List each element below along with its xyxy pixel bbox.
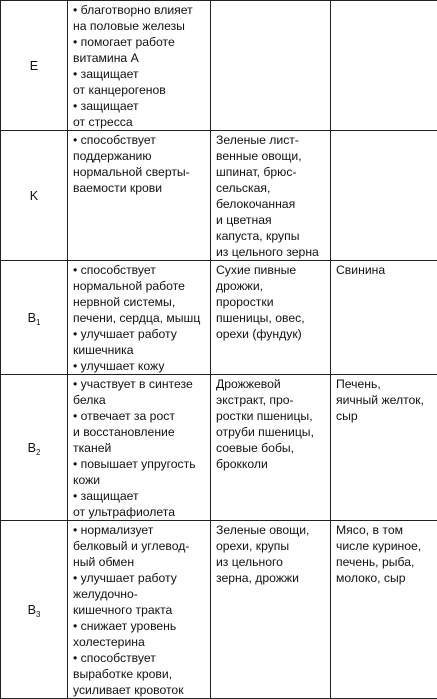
animal-source-line: числе куриное, xyxy=(336,538,433,554)
animal-source-line: печень, рыба, xyxy=(336,554,433,570)
plant-source-line: из цельного xyxy=(216,554,326,570)
effect-line: ный обмен xyxy=(73,554,206,570)
vitamin-letter: E xyxy=(30,59,38,73)
effects-cell xyxy=(68,375,211,521)
effect-line: на половые железы xyxy=(73,18,206,34)
animal-sources-cell xyxy=(331,521,437,699)
plant-source-line: Сухие пивные xyxy=(216,262,326,278)
effect-line: поддержанию xyxy=(73,148,206,164)
effect-line: • помогает работе xyxy=(73,34,206,50)
effect-line: желудочно- xyxy=(73,586,206,602)
plant-sources-cell xyxy=(211,521,331,699)
effect-line: от ультрафиолета xyxy=(73,504,206,520)
animal-source-line: молоко, сыр xyxy=(336,570,433,586)
table-row xyxy=(1,261,437,375)
animal-source-line: Мясо, в том xyxy=(336,522,433,538)
effect-line: выработке крови, xyxy=(73,666,206,682)
plant-source-line: Дрожжевой xyxy=(216,376,326,392)
effect-line: • снижает уровень xyxy=(73,618,206,634)
effect-line: кожи xyxy=(73,472,206,488)
effect-line: витамина А xyxy=(73,50,206,66)
effect-line: • улучшает работу xyxy=(73,326,206,342)
vitamin-letter: B xyxy=(28,441,36,455)
effect-line: • нормализует xyxy=(73,522,206,538)
plant-source-line: Зеленые лист- xyxy=(216,132,326,148)
effect-line: белка xyxy=(73,392,206,408)
effect-line: печени, сердца, мышц xyxy=(73,310,206,326)
vitamin-name-cell xyxy=(1,131,68,261)
plant-source-line: капуста, крупы xyxy=(216,228,326,244)
effect-line: нормальной работе xyxy=(73,278,206,294)
plant-source-line: экстракт, про- xyxy=(216,392,326,408)
animal-sources-cell xyxy=(331,261,437,375)
plant-source-line: шпинат, брюс- xyxy=(216,164,326,180)
effects-cell xyxy=(68,261,211,375)
vitamin-name-cell xyxy=(1,375,68,521)
plant-source-line: отруби пшеницы, xyxy=(216,424,326,440)
vitamin-letter: B xyxy=(28,603,36,617)
vitamins-table-body xyxy=(1,1,437,699)
effect-line: • защищает xyxy=(73,98,206,114)
plant-source-line: брокколи xyxy=(216,456,326,472)
vitamin-subscript: 2 xyxy=(36,448,40,457)
effects-cell xyxy=(68,521,211,699)
effect-line: усиливает кровоток xyxy=(73,682,206,698)
effect-line: тканей xyxy=(73,440,206,456)
vitamin-subscript: 3 xyxy=(36,610,40,619)
vitamin-name-cell xyxy=(1,261,68,375)
effect-line: и восстановление xyxy=(73,424,206,440)
animal-source-line: сыр xyxy=(336,408,433,424)
effect-line: • способствует xyxy=(73,650,206,666)
plant-source-line: венные овощи, xyxy=(216,148,326,164)
effect-line: • улучшает работу xyxy=(73,570,206,586)
animal-source-line: Свинина xyxy=(336,262,433,278)
plant-source-line: и цветная xyxy=(216,212,326,228)
effect-line: • благотворно влияет xyxy=(73,2,206,18)
plant-source-line: из цельного зерна xyxy=(216,244,326,260)
plant-source-line: зерна, дрожжи xyxy=(216,570,326,586)
animal-sources-cell xyxy=(331,1,437,131)
effect-line: • защищает xyxy=(73,488,206,504)
plant-sources-cell xyxy=(211,261,331,375)
animal-source-line: яичный желток, xyxy=(336,392,433,408)
plant-source-line: ростки пшеницы, xyxy=(216,408,326,424)
table-row xyxy=(1,375,437,521)
effect-line: нервной системы, xyxy=(73,294,206,310)
effect-line: от стресса xyxy=(73,114,206,130)
effect-line: • участвует в синтезе xyxy=(73,376,206,392)
effect-line: холестерина xyxy=(73,634,206,650)
plant-source-line: Зеленые овощи, xyxy=(216,522,326,538)
effect-line: кишечника xyxy=(73,342,206,358)
plant-sources-cell xyxy=(211,1,331,131)
plant-source-line: орехи, крупы xyxy=(216,538,326,554)
vitamin-name-cell xyxy=(1,521,68,699)
table-row xyxy=(1,1,437,131)
effect-line: нормальной сверты- xyxy=(73,164,206,180)
vitamin-subscript: 1 xyxy=(36,318,40,327)
effect-line: от канцерогенов xyxy=(73,82,206,98)
effect-line: ваемости крови xyxy=(73,180,206,196)
plant-sources-cell xyxy=(211,131,331,261)
plant-source-line: проростки xyxy=(216,294,326,310)
effect-line: кишечного тракта xyxy=(73,602,206,618)
plant-source-line: белокочанная xyxy=(216,196,326,212)
effect-line: • способствует xyxy=(73,262,206,278)
effects-cell xyxy=(68,1,211,131)
effect-line: • повышает упругость xyxy=(73,456,206,472)
effect-line: белковый и углевод- xyxy=(73,538,206,554)
vitamin-letter: K xyxy=(30,189,38,203)
vitamin-letter: B xyxy=(28,311,36,325)
animal-sources-cell xyxy=(331,131,437,261)
table-row xyxy=(1,131,437,261)
plant-source-line: пшеницы, овес, xyxy=(216,310,326,326)
effect-line: • защищает xyxy=(73,66,206,82)
plant-source-line: орехи (фундук) xyxy=(216,326,326,342)
effect-line: • улучшает кожу xyxy=(73,358,206,374)
plant-sources-cell xyxy=(211,375,331,521)
effect-line: • способствует xyxy=(73,132,206,148)
effect-line: • отвечает за рост xyxy=(73,408,206,424)
effects-cell xyxy=(68,131,211,261)
plant-source-line: сельская, xyxy=(216,180,326,196)
plant-source-line: соевые бобы, xyxy=(216,440,326,456)
animal-sources-cell xyxy=(331,375,437,521)
table-row xyxy=(1,521,437,699)
vitamin-name-cell xyxy=(1,1,68,131)
animal-source-line: Печень, xyxy=(336,376,433,392)
plant-source-line: дрожжи, xyxy=(216,278,326,294)
